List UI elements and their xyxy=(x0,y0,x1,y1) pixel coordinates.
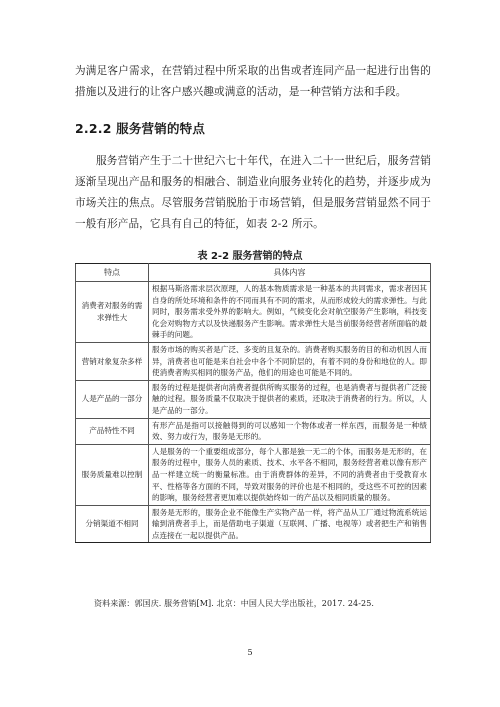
table-row xyxy=(76,342,431,380)
table-row xyxy=(76,444,431,505)
row-content: 有形产品是指可以接触得到的可以感知一个物体或者一样东西，而服务是一种绩效、努力或行为，服务是无形的。 xyxy=(149,418,431,444)
table-caption: 表 2-2 服务营销的特点 xyxy=(197,251,303,262)
section-heading: 2.2.2 服务营销的特点 xyxy=(75,121,206,136)
body-paragraph: 服务营销产生于二十世纪六七十年代，在进入二十一世纪后，服务营销逐渐呈现出产品和服务的相融合、制造业向服务业转化的趋势，并逐步成为市场关注的焦点。尽管服务营销脱胎于市场营销，但是服务营销显然不同于一般有形产品，它具有自己的特征，如表 2-2 所示。 xyxy=(75,155,431,230)
intro-paragraph: 为满足客户需求，在营销过程中所采取的出售或者连同产品一起进行出售的措施以及进行的让客户感兴趣或满意的活动，是一种营销方法和手段。 xyxy=(75,65,431,98)
header-feature: 特点 xyxy=(76,264,149,282)
table-row xyxy=(76,282,431,343)
row-feature: 营销对象复杂多样 xyxy=(76,342,149,380)
row-feature: 人是产品的一部分 xyxy=(76,380,149,418)
header-content: 具体内容 xyxy=(149,264,431,282)
row-feature: 消费者对服务的需求弹性大 xyxy=(76,282,149,343)
page-number: 5 xyxy=(247,648,253,657)
row-content: 服务是无形的，服务企业不能像生产实物产品一样，将产品从工厂通过物流系统运输到消费者手上，而是借助电子渠道（互联网、广播、电视等）或者把生产和销售点连接在一起以提供产品。 xyxy=(149,505,431,543)
features-table xyxy=(75,263,431,543)
row-content: 服务的过程是提供者向消费者提供所购买服务的过程，也是消费者与提供者广泛接触的过程。服务质量不仅取决于提供者的素质，还取决于消费者的行为。所以，人是产品的一部分。 xyxy=(149,380,431,418)
row-content: 根据马斯洛需求层次原理，人的基本物质需求是一种基本的共同需求，需求者因其自身的所处环境和条件的不同而具有不同的需求，从而形成较大的需求弹性。与此同时，服务需求受外界的影响大。例如，气候变化会对航空服务产生影响，科技变化会对购物方式以及快递服务产生影响。需求弹性大是当前服务经营者所面临的最棘手的问题。 xyxy=(149,282,431,343)
table-header-row xyxy=(76,264,431,282)
row-feature: 分销渠道不相同 xyxy=(76,505,149,543)
table-row xyxy=(76,418,431,444)
table-row xyxy=(76,380,431,418)
row-feature: 服务质量难以控制 xyxy=(76,444,149,505)
row-content: 人是服务的一个重要组成部分，每个人都是独一无二的个体，而服务是无形的，在服务的过程中，服务人员的素质、技术、水平各不相同，服务经营者难以像有形产品一样建立统一的衡量标准。由于消费群体的差异，不同的消费者由于受教育水平、性格等各方面的不同，导致对服务的评价也是不相同的，受这些不可控的因素的影响，服务经营者更加难以提供始终如一的产品以及相同质量的服务。 xyxy=(149,444,431,505)
source-note: 资料来源：郭国庆. 服务营销[M]. 北京：中国人民大学出版社，2017. 24-25. xyxy=(94,599,375,608)
row-content: 服务市场的购买者是广泛、多变的且复杂的。消费者购买服务的目的和动机因人而异，消费者也可能是来自社会中各个不同阶层的，有着不同的身份和地位的人。即使消费者购买相同的服务产品，他们的用途也可能是不同的。 xyxy=(149,342,431,380)
table-row xyxy=(76,505,431,543)
row-feature: 产品特性不同 xyxy=(76,418,149,444)
